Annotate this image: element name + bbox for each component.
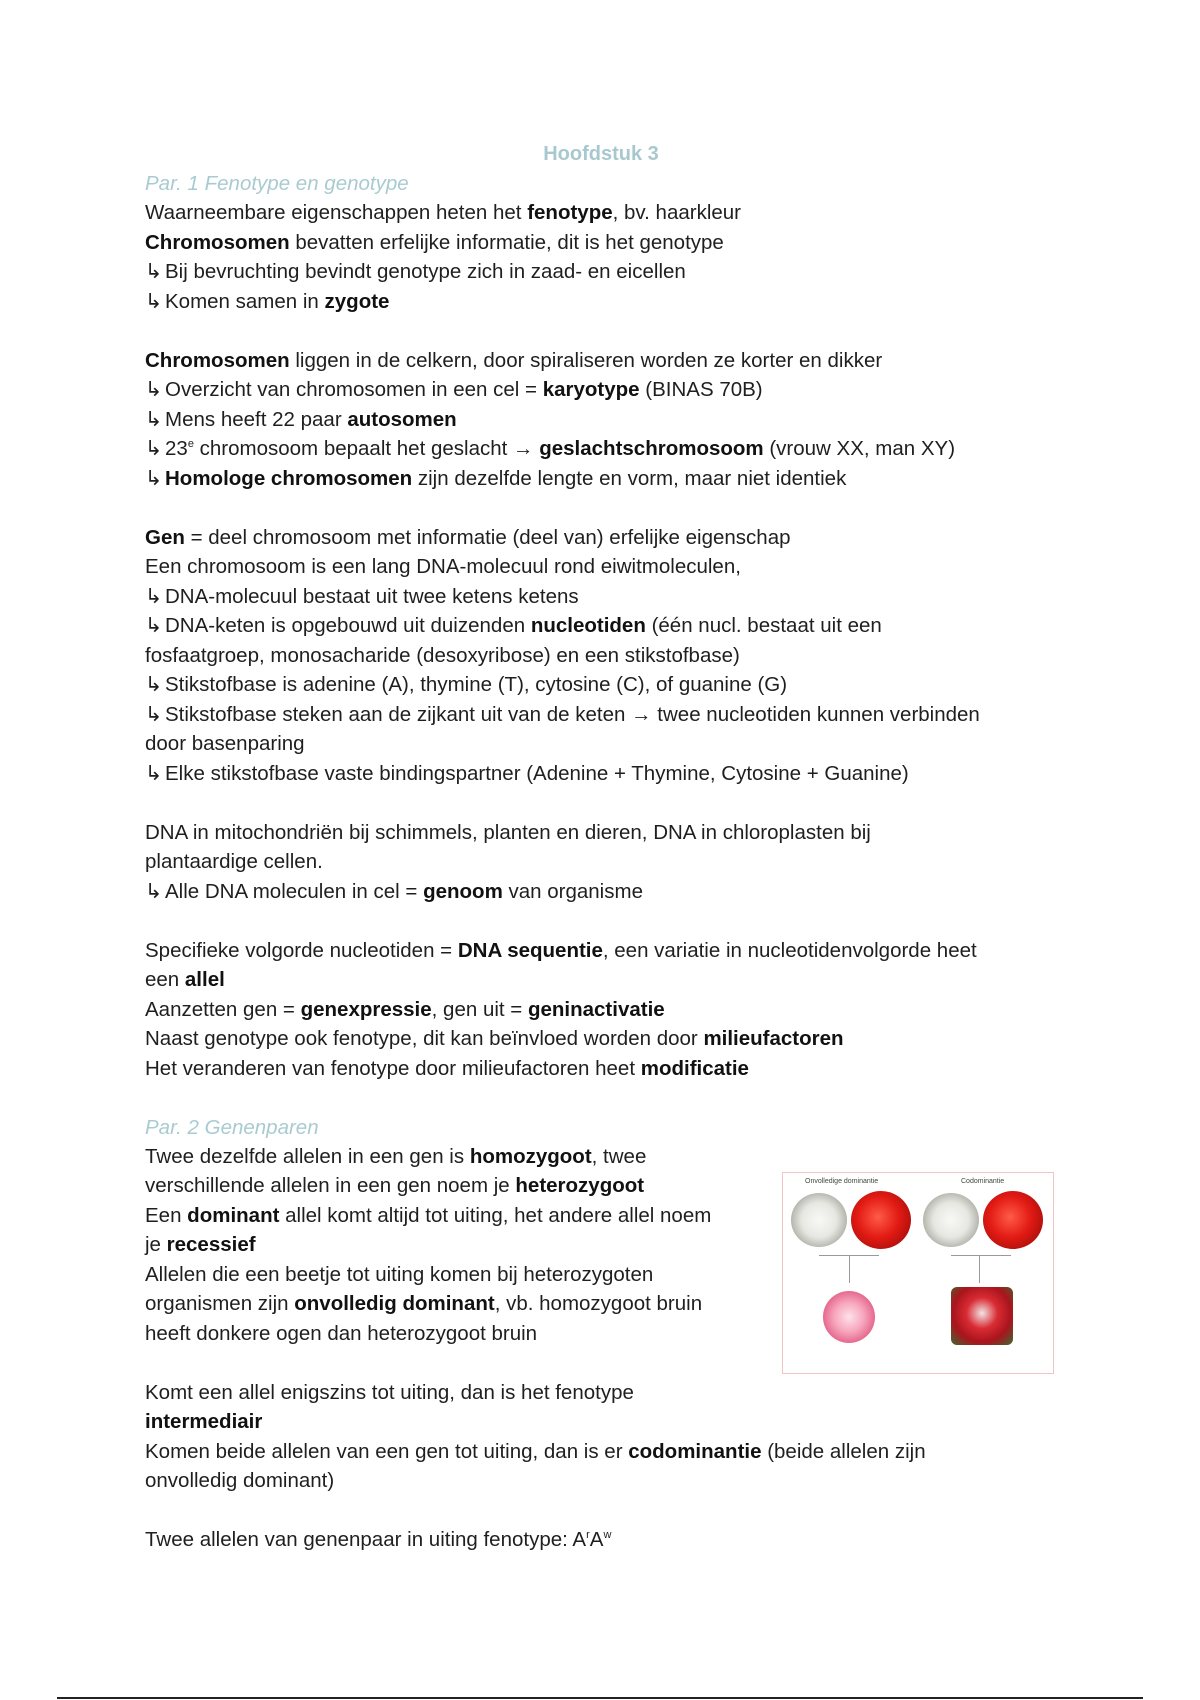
section-heading-par1: Par. 1 Fenotype en genotype [145,172,409,195]
text-line: Twee allelen van genenpaar in uiting fenotype: $A^rA^w$ [145,1528,612,1551]
text-line: fosfaatgroep, monosacharide (desoxyribose) en een stikstofbase) [145,643,740,667]
bullet-arrow-icon: ↳ [145,466,163,490]
bullet-arrow-icon: ↳ [145,702,163,726]
text-line: Het veranderen van fenotype door milieufactoren heet modificatie [145,1056,749,1080]
cross-line [849,1255,850,1283]
text-line: DNA in mitochondriën bij schimmels, planten en dieren, DNA in chloroplasten bij [145,820,871,844]
red-flower-image [983,1191,1043,1249]
bullet-line: ↳ Mens heeft 22 paar autosomen [145,405,1065,435]
text-line: organismen zijn onvolledig dominant, vb. homozygoot bruin [145,1292,703,1315]
text-line: Komt een allel enigszins tot uiting, dan is het fenotype [145,1380,634,1404]
figure-label-left: Onvolledige dominantie [805,1178,879,1185]
text-line: Specifieke volgorde nucleotiden = DNA sequentie, een variatie in nucleotidenvolgorde heet [145,938,977,962]
text-line: je recessief [145,1233,256,1256]
text-line: Chromosomen bevatten erfelijke informatie, dit is het genotype [145,230,724,254]
bullet-line: ↳ DNA-molecuul bestaat uit twee ketens ketens [145,582,1065,612]
text-line: Aanzetten gen = genexpressie, gen uit = geninactivatie [145,997,665,1021]
red-flower-image [851,1191,911,1249]
dominance-figure [782,1172,1054,1374]
speckled-flower-image [951,1287,1013,1345]
bullet-arrow-icon: ↳ [145,673,163,696]
bullet-arrow-icon: ↳ [145,614,163,637]
text-line: Naast genotype ook fenotype, dit kan beïnvloed worden door milieufactoren [145,1027,844,1050]
bullet-line: ↳ Overzicht van chromosomen in een cel = karyotype (BINAS 70B) [145,375,1065,405]
bullet-line: ↳ Alle DNA moleculen in cel = genoom van organisme [145,877,1065,907]
text-line: Waarneembare eigenschappen heten het fenotype, bv. haarkleur [145,201,742,224]
white-flower-image [791,1193,847,1247]
text-line: door basenparing [145,732,305,755]
bullet-line: ↳ Bij bevruchting bevindt genotype zich in zaad- en eicellen [145,257,1065,287]
bullet-line: ↳ 23e chromosoom bepaalt het geslacht → geslachtschromosoom (vrouw XX, man XY) [145,434,1065,464]
text-line: Een dominant allel komt altijd tot uiting, het andere allel noem [145,1203,712,1227]
white-flower-image [923,1193,979,1247]
text-line: Twee dezelfde allelen in een gen is homozygoot, twee [145,1144,647,1168]
bullet-arrow-icon: ↳ [145,584,163,608]
text-line: een allel [145,968,225,991]
text-line: onvolledig dominant) [145,1469,335,1492]
bullet-line: ↳ Stikstofbase steken aan de zijkant uit van de keten → twee nucleotiden kunnen verbinden [145,700,1065,730]
bullet-arrow-icon: ↳ [145,260,163,283]
cross-line [979,1255,980,1283]
text-line: Komen beide allelen van een gen tot uiting, dan is er codominantie (beide allelen zijn [145,1439,926,1463]
bullet-arrow-icon: ↳ [145,289,163,313]
bullet-arrow-icon: ↳ [145,378,163,401]
text-line: Een chromosoom is een lang DNA-molecuul rond eiwitmoleculen, [145,555,741,578]
chapter-title: Hoofdstuk 3 [543,143,659,165]
text-line: heeft donkere ogen dan heterozygoot bruin [145,1321,538,1345]
footer-rule [57,1697,1143,1699]
bullet-arrow-icon: ↳ [145,879,163,903]
bullet-arrow-icon: ↳ [145,761,163,785]
pink-flower-image [823,1291,875,1343]
section-heading-par2: Par. 2 Genenparen [145,1115,319,1139]
bullet-line: ↳ Elke stikstofbase vaste bindingspartner (Adenine + Thymine, Cytosine + Guanine) [145,759,1065,789]
text-line: intermediair [145,1410,263,1433]
text-line: plantaardige cellen. [145,850,323,873]
text-line: Gen = deel chromosoom met informatie (deel van) erfelijke eigenschap [145,525,791,549]
bullet-line: ↳ Stikstofbase is adenine (A), thymine (T), cytosine (C), of guanine (G) [145,670,1065,700]
bullet-arrow-icon: ↳ [145,437,163,460]
bullet-arrow-icon: ↳ [145,407,163,431]
text-line: Allelen die een beetje tot uiting komen bij heterozygoten [145,1262,654,1286]
bullet-line: ↳ DNA-keten is opgebouwd uit duizenden nucleotiden (één nucl. bestaat uit een [145,611,1065,641]
text-line: Chromosomen liggen in de celkern, door spiraliseren worden ze korter en dikker [145,348,883,372]
figure-label-right: Codominantie [961,1178,1005,1185]
cross-line [951,1255,1011,1256]
text-line: verschillende allelen in een gen noem je heterozygoot [145,1174,645,1197]
bullet-line: ↳ Homologe chromosomen zijn dezelfde lengte en vorm, maar niet identiek [145,464,1065,494]
bullet-line: ↳ Komen samen in zygote [145,287,1065,317]
